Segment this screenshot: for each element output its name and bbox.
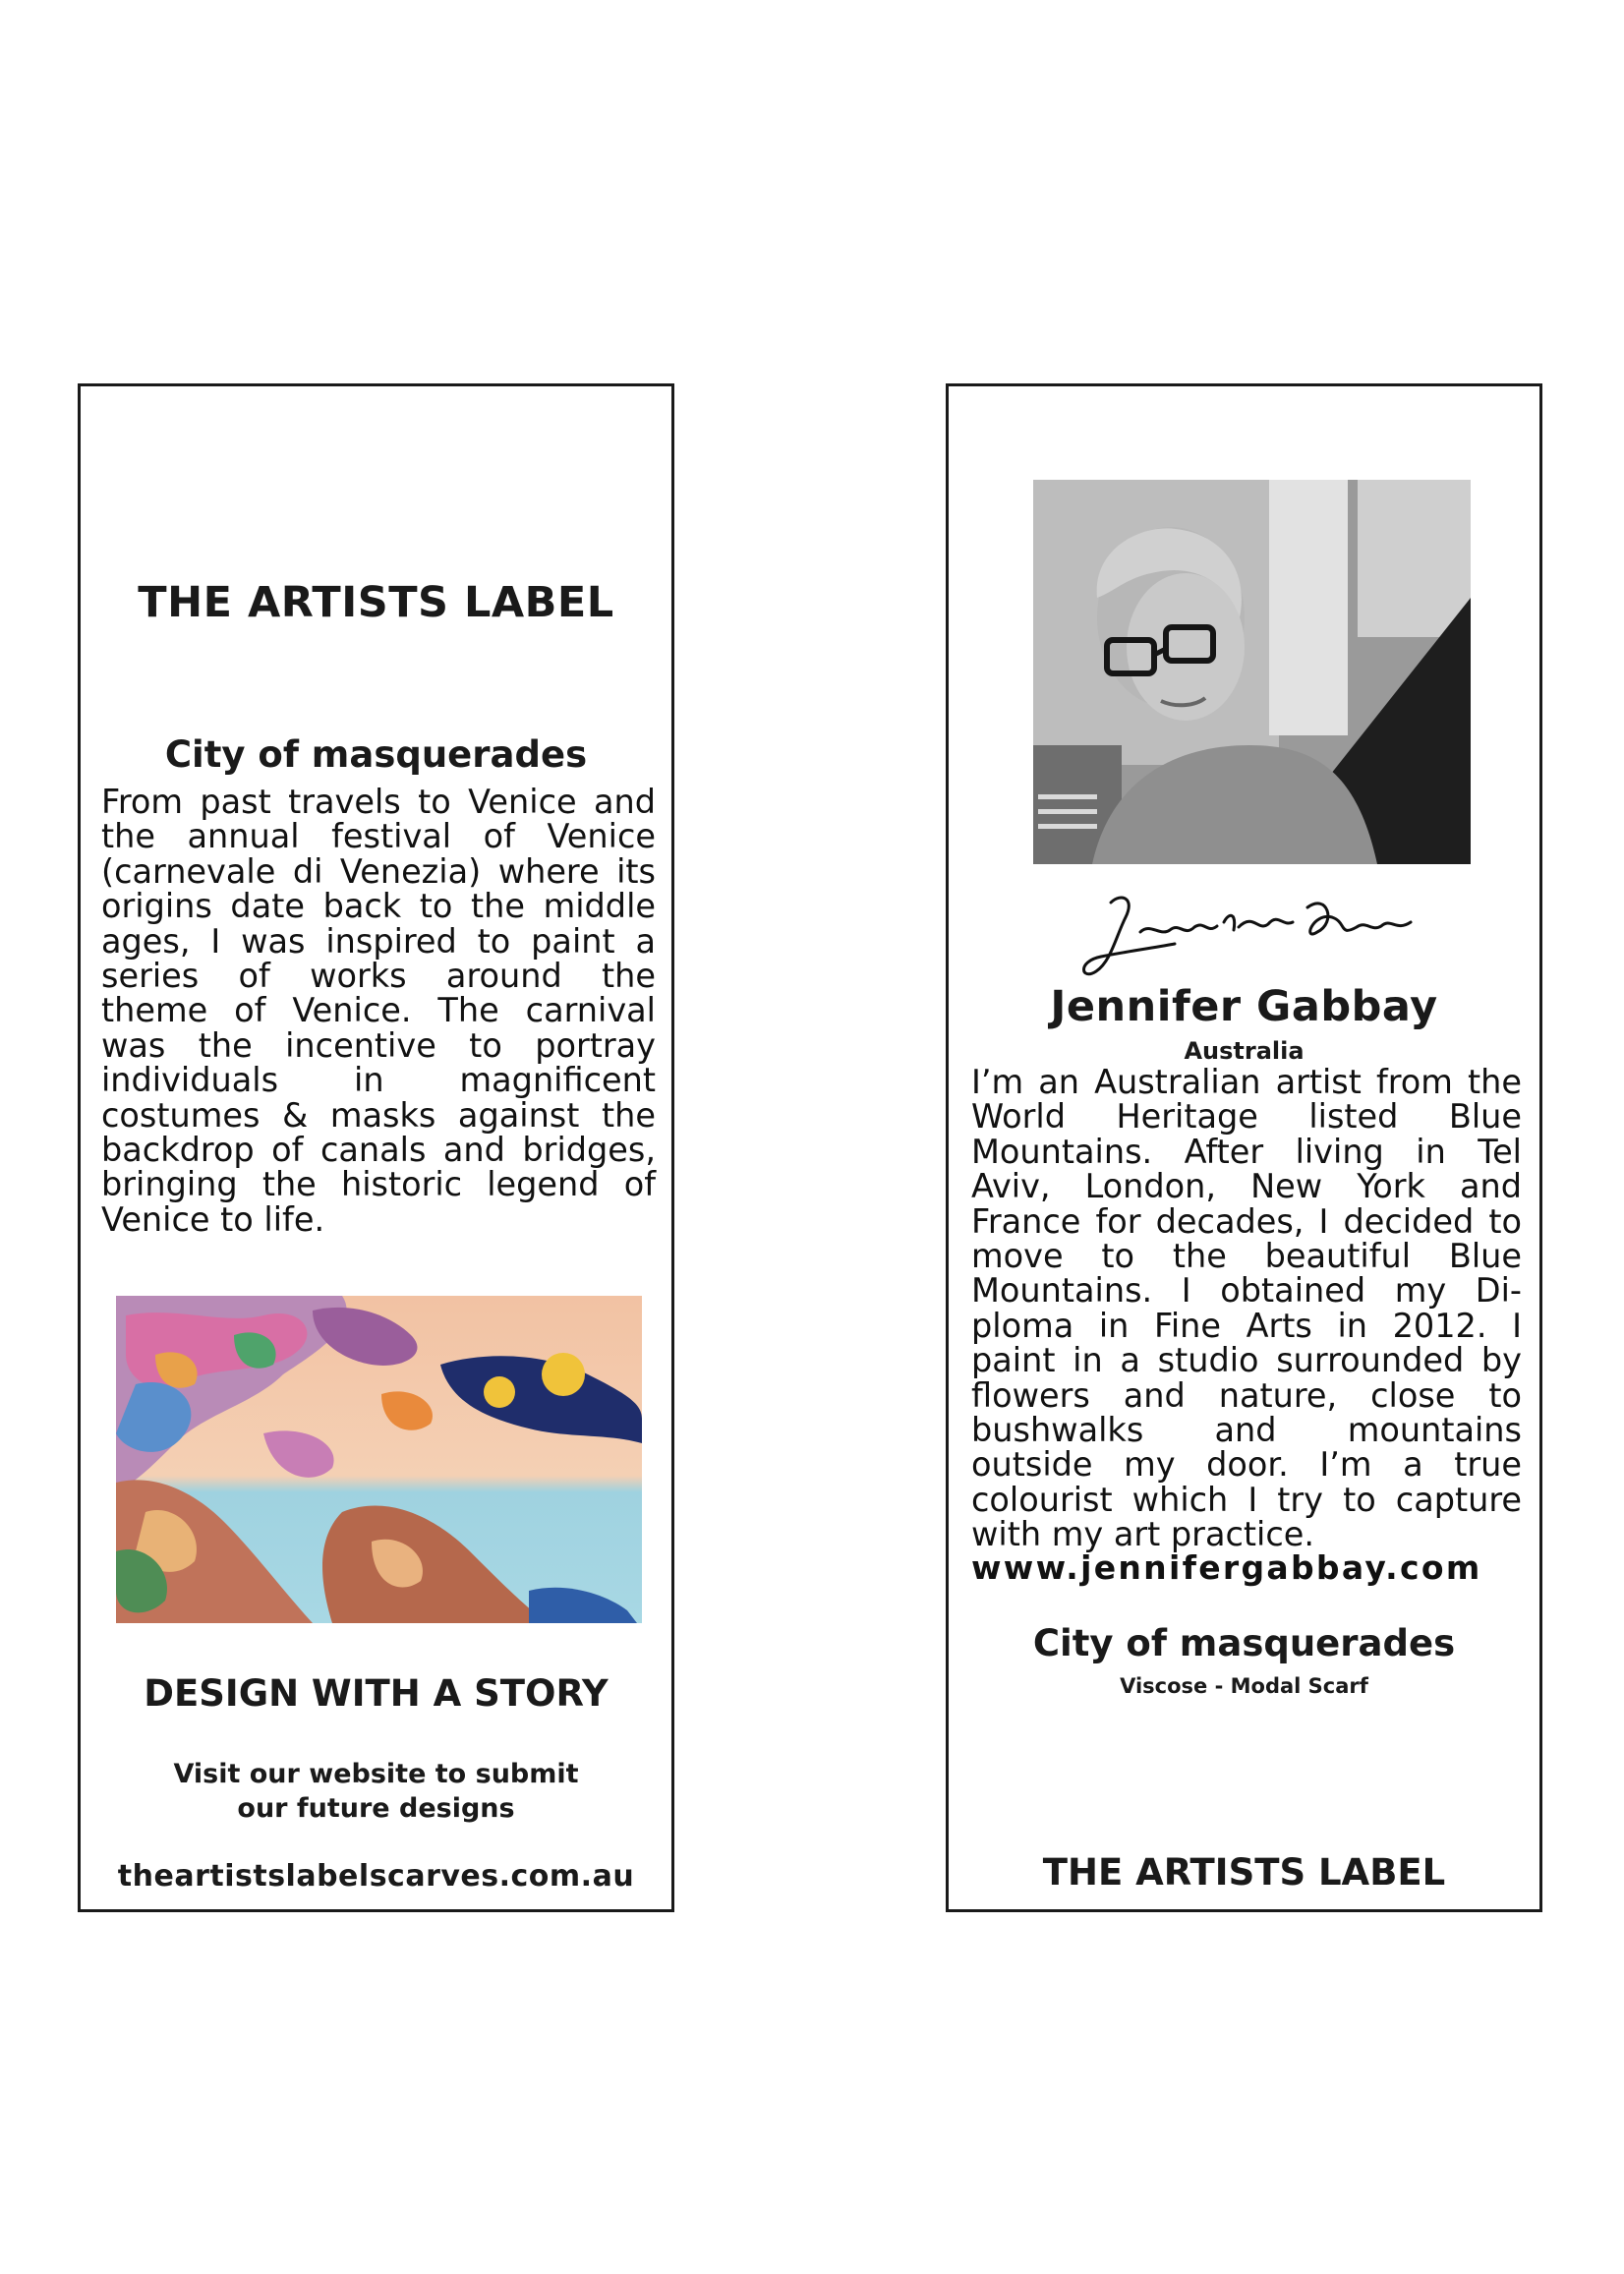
artwork-story: From past travels to Venice and the annual festival of Venice (carnevale di Venezia) where its origins date back to the middle ages, I was inspired to paint a series of works around the theme of Venice. The carnival was the incentive to portray individuals in magnificent costumes & masks against the backdrop of canals and bridges, bringing the historic legend of Venice to life.: [101, 783, 656, 1239]
right-artist-card: [946, 383, 1542, 1912]
artist-name: Jennifer Gabbay: [1050, 982, 1438, 1031]
visit-line-1: Visit our website to submit: [173, 1759, 579, 1789]
artist-country: Australia: [1184, 1037, 1305, 1065]
artwork-title: City of masquerades: [164, 733, 588, 776]
design-with-a-story-heading: DESIGN WITH A STORY: [144, 1672, 609, 1715]
company-website-link[interactable]: theartistslabelscarves.com.au: [117, 1859, 635, 1894]
artist-bio: I’m an Australian artist from the World Heritage listed Blue Mountains. After living in Tel Aviv, London, New York and France for decades, I decided to move to the beautiful Blue Mountains. I obtained my Diploma in Fine Arts in 2012. I paint in a studio surrounded by flowers and nature, close to bushwalks and mountains outside my door. I’m a true colourist which I try to capture with my art practice.: [971, 1063, 1522, 1554]
visit-line-2: our future designs: [237, 1793, 515, 1824]
brand-heading: THE ARTISTS LABEL: [138, 578, 614, 627]
artist-photo: [1033, 480, 1471, 864]
product-title: City of masquerades: [1032, 1622, 1456, 1664]
left-label-card: [78, 383, 674, 1912]
artist-signature: [1081, 883, 1416, 986]
artwork-image: [116, 1296, 642, 1623]
visit-website-note: [81, 1757, 671, 1826]
brand-footer: THE ARTISTS LABEL: [1042, 1851, 1446, 1894]
artist-website-link[interactable]: www.jennifergabbay.com: [971, 1548, 1482, 1587]
product-material: Viscose - Modal Scarf: [1120, 1674, 1368, 1698]
